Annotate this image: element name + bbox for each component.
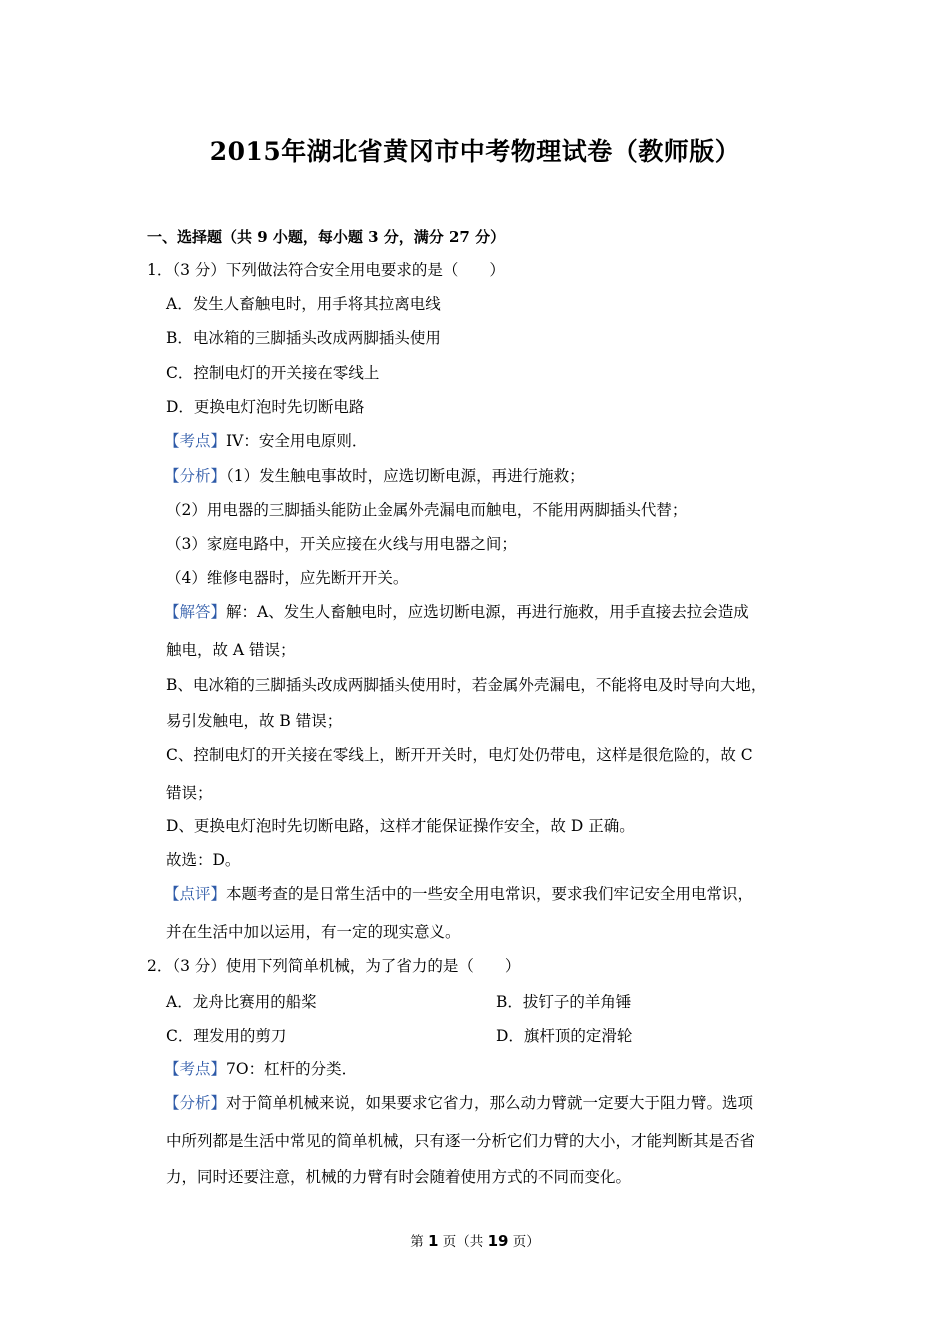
fenxi-line: 对于简单机械来说，如果要求它省力，那么动力臂就一定要大于阻力臂。选项	[226, 1094, 754, 1112]
q1-kaodian	[164, 431, 367, 451]
dianping-line: 本题考查的是日常生活中的一些安全用电常识，要求我们牢记安全用电常识，	[226, 885, 754, 903]
footer-suffix: 页）	[508, 1234, 540, 1250]
footer-middle: 页（共	[438, 1234, 488, 1250]
kaodian-text: IV：安全用电原则．	[226, 432, 368, 450]
dianping-tag: 【点评】	[164, 885, 227, 903]
q2-option-a: A．龙舟比赛用的船桨	[166, 993, 317, 1011]
fenxi-tag: 【分析】	[164, 1094, 227, 1112]
q2-fenxi	[164, 1093, 753, 1113]
fenxi-line: （2）用电器的三脚插头能防止金属外壳漏电而触电，不能用两脚插头代替；	[166, 501, 688, 519]
fenxi-line: 力，同时还要注意，机械的力臂有时会随着使用方式的不同而变化。	[166, 1168, 632, 1186]
page-title: 2015年湖北省黄冈市中考物理试卷（教师版）	[209, 137, 741, 166]
q2-option-b: B．拔钉子的羊角锤	[496, 993, 632, 1011]
fenxi-line: 中所列都是生活中常见的简单机械，只有逐一分析它们力臂的大小，才能判断其是否省	[166, 1132, 756, 1150]
q1-jieda	[164, 602, 749, 622]
fenxi-tag: 【分析】	[164, 467, 227, 485]
jieda-line: 解：A、发生人畜触电时，应选切断电源，再进行施救，用手直接去拉会造成	[226, 603, 749, 621]
dianping-line: 并在生活中加以运用，有一定的现实意义。	[166, 923, 461, 941]
jieda-line: 故选：D。	[166, 851, 241, 869]
footer-total-pages: 19	[487, 1232, 509, 1250]
jieda-tag: 【解答】	[164, 603, 227, 621]
section-heading: 一、选择题（共 9 小题，每小题 3 分，满分 27 分）	[147, 228, 506, 246]
kaodian-tag: 【考点】	[164, 432, 227, 450]
jieda-line: D、更换电灯泡时先切断电路，这样才能保证操作安全，故 D 正确。	[166, 817, 635, 835]
q2-kaodian	[164, 1059, 357, 1079]
fenxi-line: （4）维修电器时，应先断开开关。	[166, 569, 409, 587]
kaodian-tag: 【考点】	[164, 1060, 227, 1078]
q1-option-c: C．控制电灯的开关接在零线上	[166, 364, 380, 382]
page-footer	[0, 1230, 950, 1250]
q1-option-a: A．发生人畜触电时，用手将其拉离电线	[166, 295, 441, 313]
q1-option-b: B．电冰箱的三脚插头改成两脚插头使用	[166, 329, 441, 347]
q2-stem: 2．（3 分）使用下列简单机械，为了省力的是（ ）	[147, 957, 521, 975]
kaodian-text: 7O：杠杆的分类．	[226, 1060, 358, 1078]
footer-page-number: 1	[428, 1232, 439, 1250]
fenxi-line: （1）发生触电事故时，应选切断电源，再进行施救；	[226, 467, 585, 485]
jieda-line: 错误；	[166, 784, 213, 802]
jieda-line: 触电，故 A 错误；	[166, 641, 296, 659]
q2-option-c: C．理发用的剪刀	[166, 1027, 287, 1045]
jieda-line: 易引发触电，故 B 错误；	[166, 712, 343, 730]
q1-option-d: D．更换电灯泡时先切断电路	[166, 398, 365, 416]
footer-prefix: 第	[410, 1234, 429, 1250]
q2-option-d: D．旗杆顶的定滑轮	[496, 1027, 633, 1045]
q1-dianping	[164, 884, 753, 904]
jieda-line: C、控制电灯的开关接在零线上，断开开关时，电灯处仍带电，这样是很危险的，故 C	[166, 746, 753, 764]
fenxi-line: （3）家庭电路中，开关应接在火线与用电器之间；	[166, 535, 517, 553]
q1-stem: 1．（3 分）下列做法符合安全用电要求的是（ ）	[147, 261, 505, 279]
jieda-line: B、电冰箱的三脚插头改成两脚插头使用时，若金属外壳漏电，不能将电及时导向大地，	[166, 676, 767, 694]
q1-fenxi	[164, 466, 585, 486]
